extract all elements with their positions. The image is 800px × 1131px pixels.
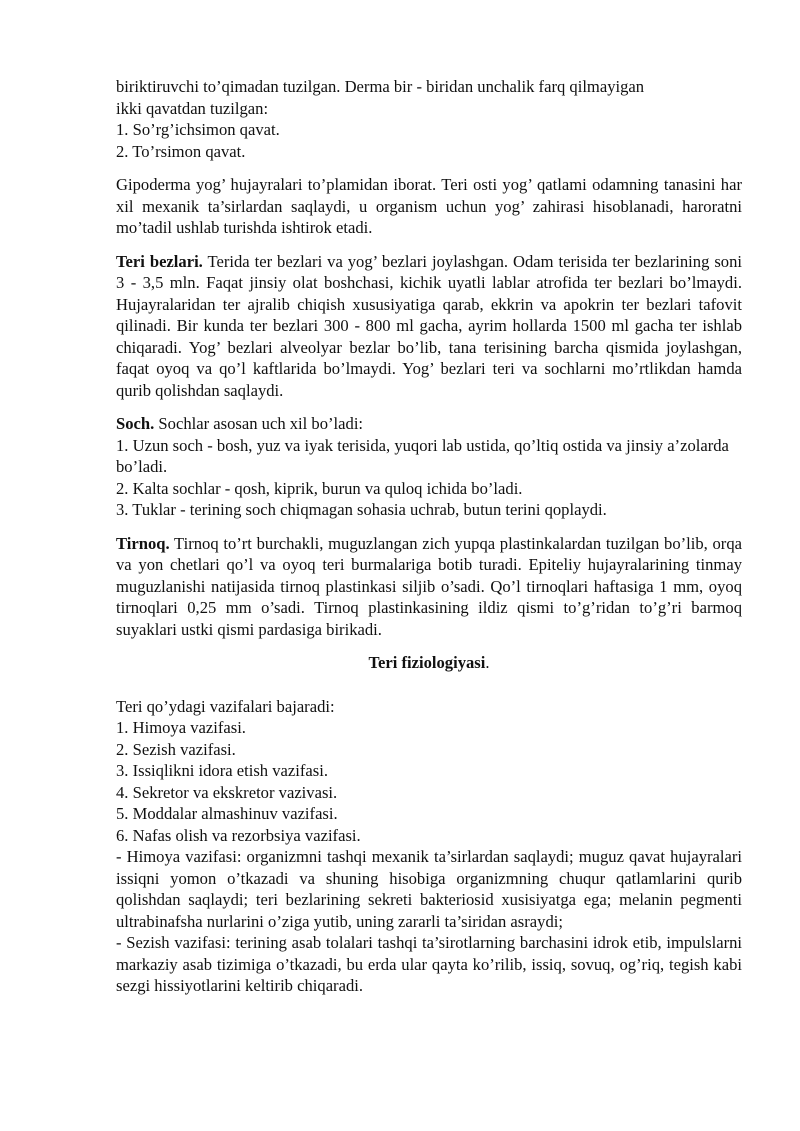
- list-item: 2. Kalta sochlar - qosh, kiprik, burun va quloq ichida bo’ladi.: [116, 478, 523, 498]
- soch-section: [116, 413, 742, 521]
- intro-block: [116, 76, 742, 162]
- title-suffix: .: [485, 653, 490, 672]
- list-item: 1. Uzun soch - bosh, yuz va iyak terisida, yuqori lab ustida, qo’ltiq ostida va jinsiy a’zolarda bo’ladi.: [116, 435, 729, 476]
- gipoderma-paragraph: Gipoderma yog’ hujayralari to’plamidan iborat. Teri osti yog’ qatlami odamning tanasini har xil mexanik ta’sirlardan saqlaydi, u organism uchun yog’ zahirasi hisoblanadi, haroratni mo’tadil ushlab turishda ishtirok etadi.: [116, 175, 742, 237]
- list-item: 2. To’rsimon qavat.: [116, 141, 246, 161]
- list-item: 4. Sekretor va ekskretor vazivasi.: [116, 782, 338, 802]
- section-heading: Tirnoq.: [116, 533, 170, 553]
- list-item: 3. Issiqlikni idora etish vazifasi.: [116, 761, 328, 780]
- list-item: 1. Himoya vazifasi.: [116, 718, 246, 737]
- teri-bezlari-paragraph: [116, 251, 742, 402]
- tirnoq-paragraph: [116, 533, 742, 641]
- list-item: 2. Sezish vazifasi.: [116, 739, 236, 759]
- soch-intro: [116, 413, 742, 435]
- title-text: Teri fiziologiyasi: [368, 653, 486, 672]
- list-item: 3. Tuklar - terining soch chiqmagan sohasia uchrab, butun terini qoplaydi.: [116, 500, 607, 519]
- himoya-paragraph: - Himoya vazifasi: organizmni tashqi mexanik ta’sirlardan saqlaydi; muguz qavat hujayralari issiqni yomon o’tkazadi va shuning hisobiga organizmning chuqur qatlamlarini qurib qolishdan saqlaydi; teri bezlarining sekreti bakteriosid xusisiyatga ega; melanin pegmenti ultrabinafsha nurlarini o’ziga yutib, uning zararli ta’siridan asraydi;: [116, 847, 742, 931]
- list-item: 5. Moddalar almashinuv vazifasi.: [116, 804, 338, 823]
- paragraph-text: Terida ter bezlari va yog’ bezlari joylashgan. Odam terisida ter bezlarining soni 3 - 3,5 mln. Faqat jinsiy olat boshchasi, kichik uyatli lablar atrofida ter bezlari bo’lmaydi. Hujayralaridan ter ajralib chiqish xususiyatiga qarab, ekkrin va apokrin ter bezlari tafovit qilinadi. Bir kunda ter bezlari 300 - 800 ml gacha, ayrim hollarda 1500 ml gacha ter ishlab chiqaradi. Yog’ bezlari alveolyar bezlar bo’lib, tana terisining barcha qismida joylashgan, faqat oyoq va qo’l kaftlarida bo’lmaydi. Yog’ bezlari teri va sochlarni mo’rtlikdan hamda qurib qolishdan saqlaydi.: [116, 251, 743, 400]
- fiziologiya-section: [116, 696, 742, 997]
- sezish-paragraph: - Sezish vazifasi: terining asab tolalari tashqi ta’sirotlarning barchasini idrok etib, impulslarni markaziy asab tizimiga o’tkazadi, bu erda ular qayta ko’rilib, issiq, sovuq, og’riq, tegish kabi sezgi hissiyotlarini keltirib chiqaradi.: [116, 933, 742, 995]
- section-heading: Soch.: [116, 414, 155, 433]
- paragraph-text: Tirnoq to’rt burchakli, muguzlangan zich yupqa plastinkalardan tuzilgan bo’lib, orqa va yon chetlari qo’l va oyoq teri burmalariga botib turadi. Epiteliy hujayralarining tinmay muguzlanishi natijasida tirnoq plastinkasi siljib o’sadi. Qo’l tirnoqlari haftasiga 1 mm, oyoq tirnoqlari 0,25 mm o’sadi. Tirnoq plastinkasining ildiz qismi to’g’ridan to’g’ri barmoq suyaklari ustki qismi pardasiga birikadi.: [116, 533, 742, 639]
- fiziologiya-intro: Teri qo’ydagi vazifalari bajaradi:: [116, 696, 335, 716]
- paragraph-text: Sochlar asosan uch xil bo’ladi:: [154, 414, 364, 433]
- list-item: 6. Nafas olish va rezorbsiya vazifasi.: [116, 825, 361, 845]
- text-line: biriktiruvchi to’qimadan tuzilgan. Derma bir - biridan unchalik farq qilmayigan: [116, 77, 645, 96]
- list-item: 1. So’rg’ichsimon qavat.: [116, 120, 280, 139]
- text-line: ikki qavatdan tuzilgan:: [116, 98, 269, 118]
- section-heading: Teri bezlari.: [116, 251, 203, 271]
- section-title: [116, 652, 742, 674]
